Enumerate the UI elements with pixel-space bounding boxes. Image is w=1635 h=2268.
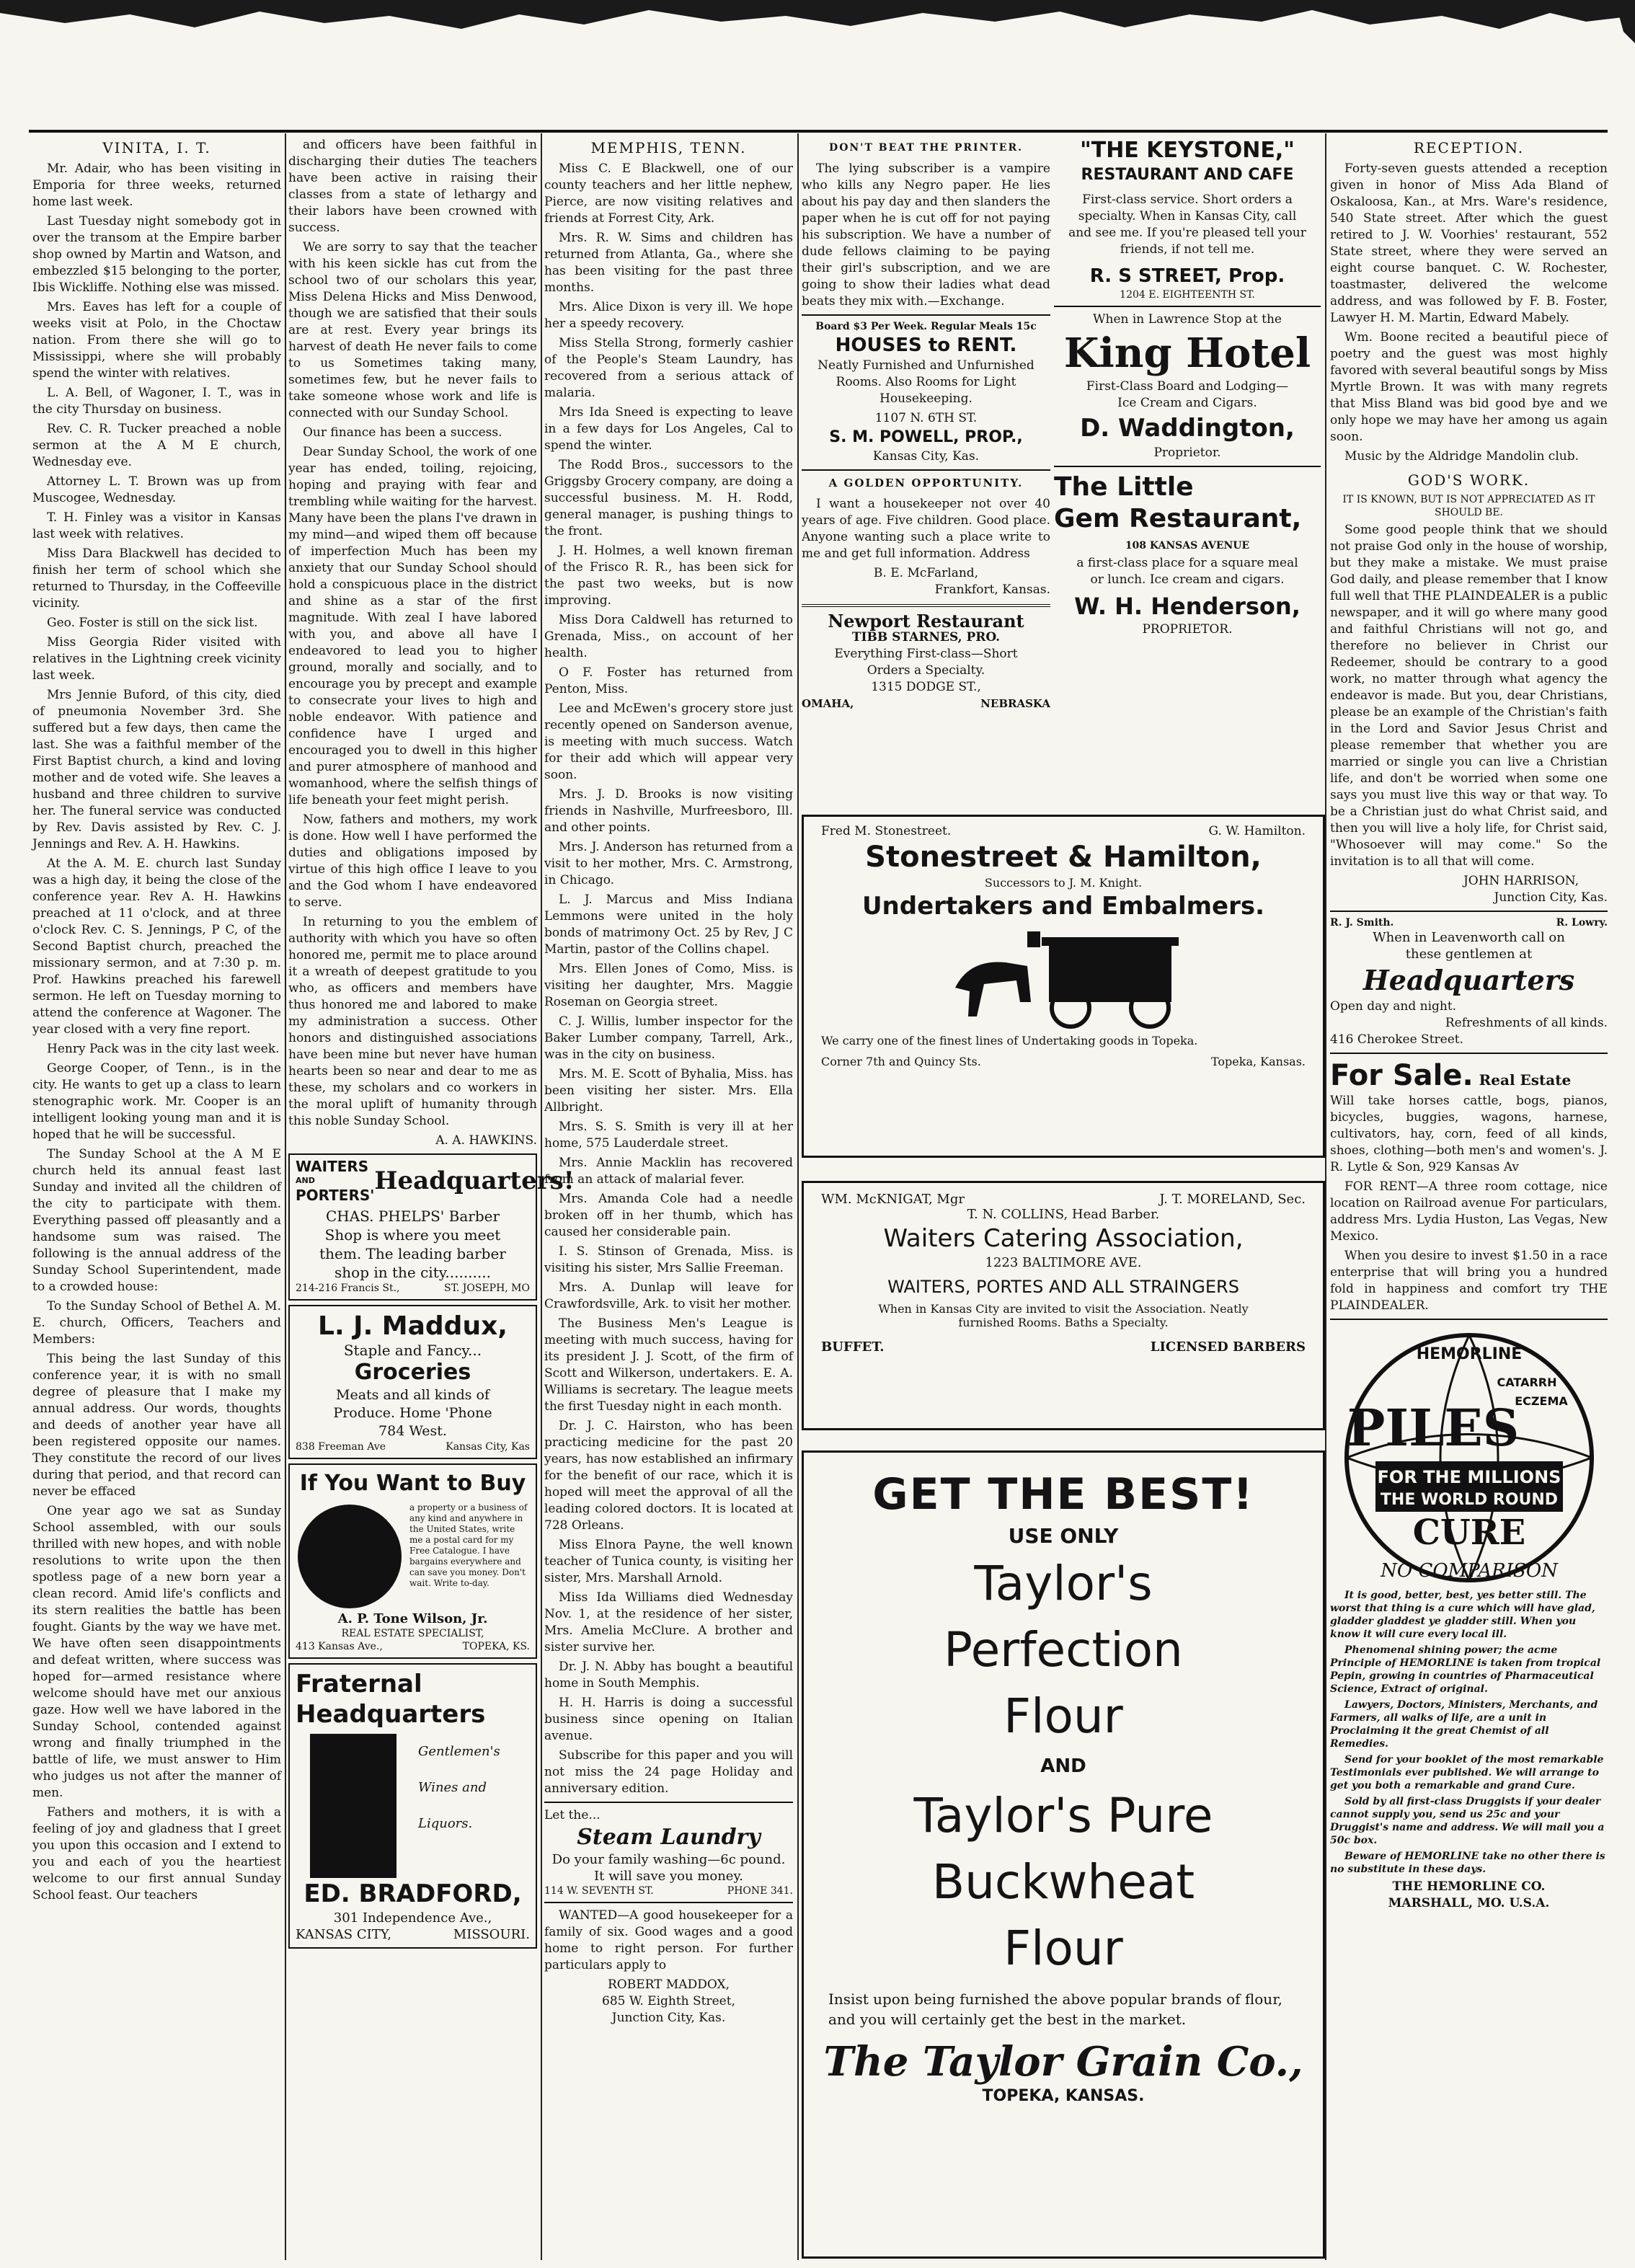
maddux-grocery-ad [288,1305,537,1459]
news-item: H. H. Harris is doing a successful business since opening on Italian avenue. [544,1696,793,1743]
ad-text: Lawyers, Doctors, Ministers, Merchants, and Farmers, all walks of life, are a unit in Proclaiming it the great Chemist of all Remedies. [1330,1699,1598,1750]
column-rule [541,133,542,2260]
column-memphis [544,137,793,2256]
section-heading-memphis: MEMPHIS, TENN. [590,139,747,156]
classified-wanted: WANTED—A good housekeeper for a family of six. Good wages and a good home to right person. For further particulars apply to [544,1908,793,1972]
ad-headline: For Sale. [1330,1059,1474,1092]
section-heading-gods-work: GOD'S WORK. [1407,471,1530,489]
news-item: Dr. J. C. Hairston, who has been practicing medicine for the past 20 years, has now established an infirmary for the benefit of our race, which it is hoped will meet the approval of all the leading colored doctors. It is located at 728 Orleans. [544,1419,793,1533]
news-item: Fathers and mothers, it is with a feeling of joy and gladness that I greet you upon this occasion and I extend to you and each of you the heartiest welcome to our first annual Sunday School feast. Our teachers [32,1805,281,1902]
ad-text: Buckwheat [931,1854,1195,1910]
news-item: I want a housekeeper not over 40 years of age. Five children. Good place. Anyone wanting such a place write to me and get full information. Address [802,497,1050,561]
news-item: Lee and McEwen's grocery store just recently opened on Sanderson avenue, is meeting with much success. Watch for their add which will appear very soon. [544,701,793,782]
globe-icon [296,1502,404,1611]
news-item: Forty-seven guests attended a reception given in honor of Miss Ada Bland of Oskaloosa, Kan., at Mrs. Ware's residence, 540 State street. After which the guest retired to J. W. Voorhies' restaurant, 552 State street, where they were served an eight course banquet. C. W. Rochester, toastmaster, delivered the welcome address, and was followed by F. B. Foster, Lawyer H. M. Martin, Edward Mabely. [1330,161,1608,325]
news-item: and officers have been faithful in discharging their duties The teachers have been active in raising their classes from a state of lethargy and their labors have been crowned with success. [288,138,537,235]
ad-text: It will save you money. [594,1869,743,1884]
ad-text: 1204 E. EIGHTEENTH ST. [1120,289,1255,301]
ad-text: Corner 7th and Quincy Sts. [821,1055,981,1068]
signature: JOHN HARRISON, [1463,874,1579,888]
ad-text: Liquors. [418,1816,473,1831]
ad-text: Groceries [354,1360,471,1385]
ad-text: T. N. COLLINS, Head Barber. [967,1207,1160,1222]
news-item: J. H. Holmes, a well known fireman of the Frisco R. R., has been sick for the past two weeks, but is now improving. [544,544,793,608]
news-item: Miss Stella Strong, formerly cashier of the People's Steam Laundry, has recovered from a serious attack of malaria. [544,336,793,400]
ad-text: Meats and all kinds of [336,1387,489,1403]
ad-text: TOPEKA, KANSAS. [982,2087,1145,2105]
ad-text: Phenomenal shining power; the acme Principle of HEMORLINE is taken from tropical Pepin, growing in countries of Pharmaceutical Science, Extract of original. [1330,1644,1601,1695]
ad-headline: L. J. Maddux, [318,1311,508,1341]
news-item: L. A. Bell, of Wagoner, I. T., was in the city Thursday on business. [32,386,281,417]
ad-text: B. E. McFarland, [873,566,979,580]
ad-text: these gentlemen at [1405,947,1533,962]
ad-text: Open day and night. [1330,999,1457,1014]
ad-text: Topeka, Kansas. [1210,1055,1306,1068]
ad-headline: Undertakers and Embalmers. [861,892,1265,921]
news-item: We are sorry to say that the teacher with his keen sickle has cut from the school two of our scholars this year, Miss Delena Hicks and Miss Denwood, though we are satisfied that their souls are at rest. Every year brings its harvest of death He never fails to come to us Sometimes taking many, sometimes few, but he never fails to take someone whose work and life is connected with our Sunday School. [288,240,537,420]
news-item: Some good people think that we should not praise God only in the house of worship, but they make a mistake. We must praise God daily, and please remember that I know full well that THE PLAINDEALER is a public newspaper, and it will go where many good and faithful Christians will not go, and therefore no believer in Christ our Redeemer, should be contrary to a good work, no matter through what agency the endeavor is made. But you, dear Christians, please be an example of the Christian's faith in the Lord and Savior Jesus Christ and please remember that whether you are married or single you can live a Christian life, and don't be worried when some one says you must live this way or that way. To be a Christian just do what Christ said, and then you will live a holy life, for Christ said, "Whosoever will may come." So the invitation is to all that will come. [1330,523,1608,869]
news-item: The lying subscriber is a vampire who kills any Negro paper. He lies about his pay day and then slanders the paper when he is cut off for not paying his subscription. We have a number of dude fellows claiming to be paying their girl's subscription, and we are going to show their ladies what dead beats they mix with.—Exchange. [802,161,1050,309]
ad-text: 1223 BALTIMORE AVE. [985,1255,1142,1270]
ad-text: Kansas City, Kas. [872,449,980,464]
ad-text: KANSAS CITY, [296,1927,392,1942]
ad-text: 214-216 Francis St., [296,1283,400,1294]
news-item: T. H. Finley was a visitor in Kansas last week with relatives. [32,510,281,541]
ad-text: 413 Kansas Ave., [296,1641,383,1652]
keystone-ad [1054,137,1321,301]
globe-label-top: HEMORLINE [1416,1345,1522,1363]
for-sale-ad [1330,1058,1608,1314]
news-item: Mrs. R. W. Sims and children has returned from Atlanta, Ga., where she has been visiting for the past three months. [544,231,793,295]
news-item: Mrs. Alice Dixon is very ill. We hope her a speedy recovery. [544,300,793,331]
steam-laundry-ad [544,1807,793,1897]
ad-text: When in Kansas City are invited to visit the Association. Neatly furnished Rooms. Baths a Specialty. [878,1302,1249,1329]
ad-text: We carry one of the finest lines of Undertaking goods in Topeka. [821,1034,1198,1047]
ad-text: Perfection [944,1622,1183,1678]
news-item: O F. Foster has returned from Penton, Miss. [544,665,793,696]
ad-text: shop in the city.......... [334,1264,491,1281]
ad-text: Insist upon being furnished the above popular brands of flour, and you will certainly get the best in the market. [828,1990,1282,2028]
news-item: Mr. Adair, who has been visiting in Emporia for three weeks, returned home last week. [32,161,281,209]
ad-text: 784 West. [378,1423,447,1439]
waiters-porters-ad [288,1153,575,1301]
ad-text: First-class service. Short orders a specialty. When in Kansas City, call and see me. If you're pleased tell your friends, if not tell me. [1068,192,1306,257]
ad-text: Fred M. Stonestreet. [821,824,952,838]
ad-text: When in Leavenworth call on [1373,930,1565,945]
ad-text: Staple and Fancy... [343,1342,482,1359]
ad-text: WAITERS [296,1158,369,1175]
news-item: I. S. Stinson of Grenada, Miss. is visiting his sister, Mrs Sallie Freeman. [544,1244,793,1275]
ad-headline: Waiters Catering Association, [883,1224,1244,1253]
news-item: Mrs. J. D. Brooks is now visiting friends in Nashville, Murfreesboro, Ill. and other points. [544,787,793,835]
news-item: Mrs. S. S. Smith is very ill at her home, 575 Lauderdale street. [544,1120,793,1151]
column-reception [1330,137,1608,2256]
news-item: Miss Elnora Payne, the well known teacher of Tunica county, is visiting her sister, Mrs. Marshall Arnold. [544,1538,793,1585]
top-rule [29,130,1608,133]
ad-text: Shop is where you meet [324,1226,501,1244]
ad-text: THE HEMORLINE CO. [1392,1879,1546,1894]
ad-headline: GET THE BEST! [872,1469,1254,1520]
globe-band-1: FOR THE MILLIONS [1377,1467,1561,1487]
globe-cure-word: CURE [1412,1512,1525,1553]
ad-headline: Gem Restaurant, [1054,504,1302,533]
news-item: Music by the Aldridge Mandolin club. [1344,449,1579,464]
news-item: L. J. Marcus and Miss Indiana Lemmons were united in the holy bonds of matrimony Oct. 25 by Rev, J C Martin, pastor of the Collins chapel. [544,892,793,957]
classified-invest: When you desire to invest $1.50 in a race enterprise that will bring you a hundred fold in happiness and comfort try THE PLAINDEALER. [1330,1249,1608,1313]
ad-headline: RESTAURANT AND CAFE [1081,166,1294,184]
ad-text: Send for your booklet of the most remarkable Testimonials ever published. We will arrange to get you both a remarkable and grand Cure. [1330,1754,1604,1791]
ad-text: Flour [1003,1688,1123,1744]
ad-text: 114 W. SEVENTH ST. [544,1885,654,1897]
ad-text: PORTERS' [296,1187,375,1204]
headquarters-ad [1330,916,1608,1048]
news-item: Subscribe for this paper and you will not miss the 24 page Holiday and anniversary edition. [544,1748,793,1796]
ad-text: Neatly Furnished and Unfurnished Rooms. Also Rooms for Light Housekeeping. [818,358,1034,406]
news-item: Miss Dora Caldwell has returned to Grenada, Miss., on account of her health. [544,613,793,660]
news-item: Mrs Ida Sneed is expecting to leave in a few days for Los Angeles, Cal to spend the winter. [544,405,793,453]
ad-headline: If You Want to Buy [299,1471,526,1496]
ad-text: Board $3 Per Week. Regular Meals 15c [815,321,1037,332]
king-hotel-ad [1054,311,1321,461]
taylor-flour-ad [802,1450,1325,2259]
news-item: Mrs Jennie Buford, of this city, died of pneumonia November 3rd. She suffered but a few days, then came the last. She was a faithful member of the First Baptist church, a kind and loving mother and de voted wife. She leaves a husband and three children to survive her. The funeral service was conducted by Rev. Davis assisted by Rev. C. J. Jennings and Rev. A. H. Hawkins. [32,688,281,851]
ad-text: AND [1040,1755,1086,1777]
news-item: Dr. J. N. Abby has bought a beautiful home in South Memphis. [544,1660,793,1691]
ad-text: R. Lowry. [1556,917,1608,929]
ad-text: Refreshments of all kinds. [1445,1016,1608,1030]
ad-text: Everything First-class—Short [834,647,1018,661]
ad-text: Gentlemen's [418,1744,500,1759]
column-vinita [32,137,281,2256]
ad-headline: HOUSES to RENT. [835,335,1017,356]
ad-text: S. M. POWELL, PROP., [829,428,1023,446]
ad-headline: Headquarters! [374,1166,575,1195]
ad-text: R. S STREET, Prop. [1089,265,1285,287]
ad-text: Real Estate [1479,1071,1572,1089]
news-item: Mrs. M. E. Scott of Byhalia, Miss. has been visiting her sister. Mrs. Ella Allbright. [544,1067,793,1115]
gem-restaurant-ad [1054,471,1321,638]
news-item: Miss C. E Blackwell, one of our county teachers and her little nephew, Pierce, are now visiting relatives and friends at Forrest City, Ark. [544,161,793,226]
globe-band-2: THE WORLD ROUND [1380,1491,1558,1509]
fraternal-headquarters-ad [288,1663,537,1949]
ad-text: Frankfort, Kansas. [934,582,1050,597]
ad-text: PHONE 341. [727,1885,793,1897]
ad-text: ST. JOSEPH, MO [443,1283,530,1294]
signature: A. A. HAWKINS. [435,1133,537,1148]
news-item: The Business Men's League is meeting with much success, having for its president J. J. Scott, of the firm of Scott and Wilkerson, undertakers. E. A. Williams is secretary. The league meets the first Tuesday night in each month. [544,1316,793,1414]
classified-rent: FOR RENT—A three room cottage, nice location on Railroad avenue For particulars, address Mrs. Lydia Huston, Las Vegas, New Mexico. [1330,1179,1608,1244]
news-item: Mrs. Annie Macklin has recovered from an attack of malarial fever. [544,1156,793,1187]
ad-text: BUFFET. [821,1339,885,1355]
section-heading-printer: DON'T BEAT THE PRINTER. [829,142,1023,154]
ad-text: AND [296,1176,315,1185]
column-restaurant-ads [1054,137,1321,800]
news-item: Rev. C. R. Tucker preached a noble sermon at the A M E church, Wednesday eve. [32,422,281,469]
column-notices [802,137,1050,843]
ad-text: TOPEKA, KS. [462,1641,530,1652]
ad-text: 1107 N. 6TH ST. [874,411,978,425]
ad-text: MISSOURI. [453,1927,530,1942]
news-item: Mrs. Ellen Jones of Como, Miss. is visiting her daughter, Mrs. Maggie Roseman on Georgia street. [544,962,793,1009]
ad-text: LICENSED BARBERS [1150,1339,1306,1355]
ad-text: a property or a business of any kind and anywhere in the United States, write me a postal card for my Free Catalogue. I have bargains everywhere and can save you money. Don't wait. Write to-day. [409,1502,528,1588]
news-item: Miss Ida Williams died Wednesday Nov. 1, at the residence of her sister, Mrs. Amelia McClure. A brother and sister survive her. [544,1590,793,1655]
bottle-icon [296,1734,411,1878]
news-item: Mrs. Amanda Cole had a needle broken off in her thumb, which has caused her considerable pain. [544,1192,793,1239]
ad-text: W. H. Henderson, [1074,593,1301,620]
ad-text: Proprietor. [1153,446,1221,460]
ad-text: Let the... [544,1808,601,1822]
section-heading-vinita: VINITA, I. T. [102,139,211,156]
globe-no-comparison: NO COMPARISON [1380,1560,1558,1582]
news-item: Wm. Boone recited a beautiful piece of poetry and the guest was most highly favored with several beautiful songs by Miss Myrtle Brown. It was with many regrets that Miss Bland was bid good bye and we only hope we may have her among us again soon. [1330,330,1608,444]
column-rule [1325,133,1326,2260]
ad-headline: Headquarters [1362,964,1575,996]
ad-text: ED. BRADFORD, [303,1879,522,1908]
ad-headline: The Taylor Grain Co., [823,2038,1303,2086]
ad-text: G. W. Hamilton. [1208,824,1306,838]
stonestreet-hamilton-ad [802,815,1325,1158]
news-item: Attorney L. T. Brown was up from Muscogee, Wednesday. [32,474,281,505]
news-item: The Sunday School at the A M E church held its annual feast last Sunday and invited all the children of the city to participate with them. Everything passed off pleasantly and a handsome sum was raised. The following is the annual address of the Sunday School Superintendent, made to a crowded house: [32,1147,281,1294]
ad-text: A. P. Tone Wilson, Jr. [337,1611,488,1626]
news-item: Mrs. Eaves has left for a couple of weeks visit at Polo, in the Choctaw nation. From there she will go to Mississippi, where she will probably spend the winter with relatives. [32,300,281,381]
column-rule [797,133,799,2260]
ad-text: Kansas City, Kas [446,1441,530,1453]
news-item: Henry Pack was in the city last week. [47,1042,280,1056]
ad-headline: "THE KEYSTONE," [1080,138,1295,163]
real-estate-ad [288,1463,537,1659]
news-item: The Rodd Bros., successors to the Griggsby Grocery company, are doing a successful business. M. H. Rodd, general manager, is pushing things to the front. [544,458,793,539]
globe-label-left: CATARRH [1497,1376,1556,1389]
ad-text: TIBB STARNES, PRO. [851,630,1001,644]
section-heading-golden: A GOLDEN OPPORTUNITY. [828,477,1024,490]
waiters-catering-ad [802,1181,1325,1430]
ad-text: a first-class place for a square meal or lunch. Ice cream and cigars. [1076,556,1298,587]
ad-text: Junction City, Kas. [611,2011,726,2025]
news-item: Miss Dara Blackwell has decided to finish her term of school which she returned to Thursday, in the Coffeeville vicinity. [32,546,281,611]
section-heading-reception: RECEPTION. [1413,139,1525,156]
ad-text: 301 Independence Ave., [333,1910,492,1926]
news-item: C. J. Willis, lumber inspector for the Baker Lumber company, Tarrell, Ark., was in the city on business. [544,1014,793,1062]
ad-text: OMAHA, [802,697,854,710]
news-item: To the Sunday School of Bethel A. M. E. church, Officers, Teachers and Members: [32,1299,281,1347]
news-item: Mrs. J. Anderson has returned from a visit to her mother, Mrs. C. Armstrong, in Chicago. [544,840,793,887]
ad-text: 838 Freeman Ave [296,1441,386,1453]
news-item: This being the last Sunday of this conference year, it is with no small degree of pleasure that I make my annual address. Our words, thoughts and deeds of another year have all been registered opposite our names. They constitute the record of our lives during that period, and that record can never be effaced [32,1352,281,1499]
ad-text: R. J. Smith. [1330,917,1394,929]
news-item: Mrs. A. Dunlap will leave for Crawfordsville, Ark. to visit her mother. [544,1280,793,1311]
news-item: Now, fathers and mothers, my work is done. How well I have performed the duties and obligations imposed by virtue of this high office I leave to you and the God whom I have endeavored to serve. [288,812,537,910]
globe-piles-word: PILES [1347,1398,1519,1458]
news-item: Last Tuesday night somebody got in over the transom at the Empire barber shop owned by Martin and Watson, and embezzled $15 belonging to the porter, Ibis Wickliffe. Nothing else was missed. [32,214,281,295]
ad-text: PROPRIETOR. [1142,622,1233,637]
news-item: At the A. M. E. church last Sunday was a high day, it being the close of the conference year. Rev A. H. Hawkins preached at 11 o'clock, and at three o'clock Rev. C. S. Jennings, P C, of the Second Baptist church, preached the missionary sermon, and at 7:30 p. m. Prof. Hawkins preached his farewell sermon. He left on Tuesday morning to attend the conference at Wagoner. The year closed with a very fine report. [32,856,281,1037]
ad-text: When in Lawrence Stop at the [1093,312,1282,327]
ad-text: MARSHALL, MO. U.S.A. [1388,1896,1550,1910]
column-rule [285,133,286,2260]
ad-text: Ice Cream and Cigars. [1117,396,1257,410]
ad-text: WM. McKNIGAT, Mgr [821,1192,965,1207]
ad-text: CHAS. PHELPS' Barber [325,1208,500,1225]
ad-text: 685 W. Eighth Street, [602,1994,735,2008]
ad-text: 1315 DODGE ST., [871,680,981,694]
globe-icon [1332,1324,1606,1584]
section-subheading: IT IS KNOWN, BUT IS NOT APPRECIATED AS IT SHOULD BE. [1342,494,1595,518]
globe-label-right: ECZEMA [1514,1394,1568,1408]
ad-text: NEBRASKA [980,697,1050,710]
news-item: George Cooper, of Tenn., is in the city. He wants to get up a class to learn stenographic work. Mr. Cooper is an intelligent looking young man and it is hoped that he will be successful. [32,1061,281,1142]
news-item: In returning to you the emblem of authority with which you have so often honored me, permit me to place around it a wreath of deepest gratitude to you who, as officers and members have thus honored me and labored to make my administration a success. Other honors and distinguished associations have been mine but never have human hearts been so near and dear to me as these, my scholars and co workers in the moral uplift of humanity through this noble Sunday School. [288,915,537,1128]
news-item: Dear Sunday School, the work of one year has ended, toiling, rejoicing, hoping and praying with fear and trembling while waiting for the harvest. Many have been the plans I've drawn in my mind—and wiped them off because of imperfection Much has been my anxiety that our Sunday School should hold a conspicuous place in the district and shine as a star of the first magnitude. With zeal I have labored with you, and above all have I endeavored to lead you to higher ground, morally and socially, and to encourage you by precept and example to consecrate your lives to high and noble endeavor. With patience and confidence have I urged and encouraged you to dwell in this higher and purer atmosphere of manhood and womanhood, where the selfish things of life beneath your feet might perish. [288,445,537,807]
torn-page-edge [0,0,1635,50]
ad-headline: The Little [1054,472,1194,502]
ad-text: Taylor's [974,1556,1153,1611]
ad-text: D. Waddington, [1080,414,1295,443]
ad-text: them. The leading barber [319,1245,506,1262]
news-item: Geo. Foster is still on the sick list. [47,616,258,630]
news-item: One year ago we sat as Sunday School assembled, with our souls thrilled with new hopes, and with noble resolutions to write upon the then spotless page of a new born year a clean record. Amid life's conflicts and its stern realities the battle has been fought. Giants by the way we have met. We have often seen disappointments and defeat written, where success was hoped for—armed resistance where welcome should have met our anxious gaze. How well we have labored in the Sunday School, contended against wrong and finally triumphed in the battle of life, we must answer to Him who judges us not after the manner of men. [32,1504,281,1800]
ad-text: Wines and [418,1780,487,1795]
news-item: Our finance has been a success. [303,425,502,440]
ad-text: Successors to J. M. Knight. [984,876,1143,890]
ad-text: It is good, better, best, yes better still. The worst that thing is a cure which will have glad, gladder gladdest ye gladder still. When you know it will cure every local ill. [1330,1590,1595,1640]
ad-text: Sold by all first-class Druggists if your dealer cannot supply you, send us 25c and your Druggist's name and address. We will mail you a 50c box. [1330,1796,1605,1846]
ad-text: 108 KANSAS AVENUE [1125,540,1250,552]
ad-headline: King Hotel [1063,329,1311,377]
ad-text: Produce. Home 'Phone [333,1405,492,1421]
ad-text: Will take horses cattle, bogs, pianos, bicycles, buggies, wagons, harnese, cultivators, hay, corn, feed of all kinds, shoes, clothing—both men's and women's. J. R. Lytle & Son, 929 Kansas Av [1330,1094,1608,1174]
ad-headline: Headquarters [296,1700,486,1729]
ad-headline: Steam Laundry [577,1825,761,1850]
ad-headline: Fraternal [296,1670,422,1698]
ad-text: Taylor's Pure [913,1788,1213,1843]
ad-headline: Stonestreet & Hamilton, [865,841,1262,874]
ad-text: Orders a Specialty. [867,663,985,678]
ad-text: Beware of HEMORLINE take no other there is no substitute in these days. [1330,1851,1605,1875]
ad-text: First-Class Board and Lodging— [1086,379,1289,394]
ad-text: WAITERS, PORTES AND ALL STRAINGERS [887,1277,1239,1297]
news-item: Miss Georgia Rider visited with relatives in the Lightning creek vicinity last week. [32,635,281,683]
signature: Junction City, Kas. [1494,890,1608,905]
ad-text: REAL ESTATE SPECIALIST, [341,1628,484,1639]
ad-text: Do your family washing—6c pound. [551,1852,786,1867]
hemorline-ad [1330,1324,1608,1912]
ad-headline: Newport Restaurant [828,611,1024,632]
ad-text: ROBERT MADDOX, [608,1977,730,1992]
ad-text: Flour [1003,1921,1123,1976]
hearse-carriage-icon [941,923,1186,1031]
ad-text: 416 Cherokee Street. [1330,1032,1464,1047]
ad-text: USE ONLY [1008,1524,1119,1548]
ad-text: J. T. MORELAND, Sec. [1159,1192,1306,1207]
